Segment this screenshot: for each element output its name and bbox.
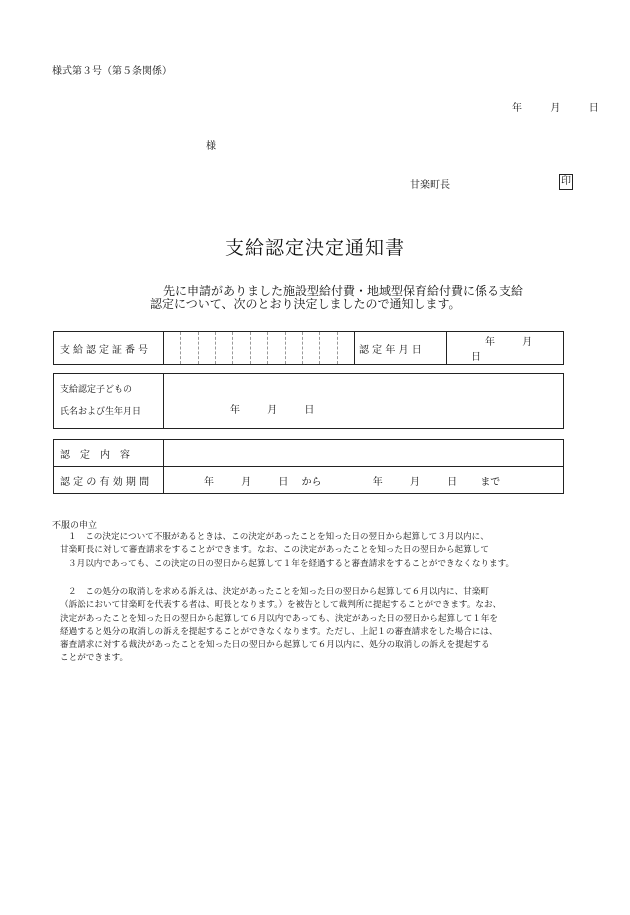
cert-date-value: 年 月 日 xyxy=(447,332,564,365)
objection-paragraph-1 xyxy=(60,531,590,571)
issue-date-month: 月 xyxy=(550,103,561,114)
certificate-table xyxy=(53,331,564,365)
issue-date xyxy=(512,99,599,114)
seal-mark: 印 xyxy=(559,174,573,190)
p2-line-2: （訴訟において甘楽町を代表する者は、町長となります。）を被告として裁判所に提起することができます。なお、 xyxy=(60,600,502,611)
p2-line-3: 決定があったことを知った日の翌日から起算して６月以内であっても、決定があった日の翌日から起算して１年を xyxy=(60,613,499,624)
period-label: 認 定 の 有 効 期 間 xyxy=(54,467,164,494)
p2-line-6: ことができます。 xyxy=(60,653,129,664)
objection-heading: 不服の申立 xyxy=(52,521,98,531)
addressee-suffix: 様 xyxy=(206,141,216,152)
content-label: 認 定 内 容 xyxy=(54,440,164,467)
p1-line-3: ３月以内であっても、この決定の日の翌日から起算して１年を経過すると審査請求をすることができなくなります。 xyxy=(68,558,515,569)
intro-line-2: 認定について、次のとおり決定しましたので通知します。 xyxy=(150,297,461,311)
cert-number-label: 支給認定証番号 xyxy=(54,332,164,365)
content-value xyxy=(164,440,564,467)
page-title: 支給認定決定通知書 xyxy=(224,237,405,259)
child-name-birthdate: 年 月 日 xyxy=(164,374,564,429)
cert-number-cells xyxy=(164,332,355,365)
intro-text xyxy=(150,285,570,311)
child-label-line-2: 氏名および生年月日 xyxy=(60,407,142,417)
issue-date-day: 日 xyxy=(588,103,599,114)
certification-detail-table xyxy=(53,439,564,494)
period-value: 年 月 日 から 年 月 日 まで xyxy=(164,467,564,494)
intro-line-1: 先に申請がありました施設型給付費・地域型保育給付費に係る支給 xyxy=(163,284,524,298)
issue-date-year: 年 xyxy=(512,103,522,114)
cert-date-label: 認 定 年 月 日 xyxy=(355,332,447,365)
p1-line-2: 甘楽町長に対して審査請求をすることができます。なお、この決定があったことを知った日の翌日から起算して xyxy=(60,545,489,556)
p2-line-5: 審査請求に対する裁決があったことを知った日の翌日から起算して６月以内に、処分の取消しの訴えを提起する xyxy=(60,640,490,651)
issuer-name: 甘楽町長 xyxy=(410,180,450,191)
child-label xyxy=(54,374,164,429)
p1-line-1: １ この決定について不服があるときは、この決定があったことを知った日の翌日から起算して３月以内に、 xyxy=(68,532,489,542)
p2-line-4: 経過すると処分の取消しの訴えを提起することができなくなります。ただし、上記１の審査請求をした場合には、 xyxy=(60,626,498,637)
child-label-line-1: 支給認定子どもの xyxy=(60,385,133,395)
form-number: 様式第３号（第５条関係） xyxy=(52,66,172,77)
p2-line-1: ２ この処分の取消しを求める訴えは、決定があったことを知った日の翌日から起算して６月以内に、甘楽町 xyxy=(68,587,490,597)
child-table xyxy=(53,373,564,429)
objection-paragraph-2 xyxy=(60,586,590,666)
